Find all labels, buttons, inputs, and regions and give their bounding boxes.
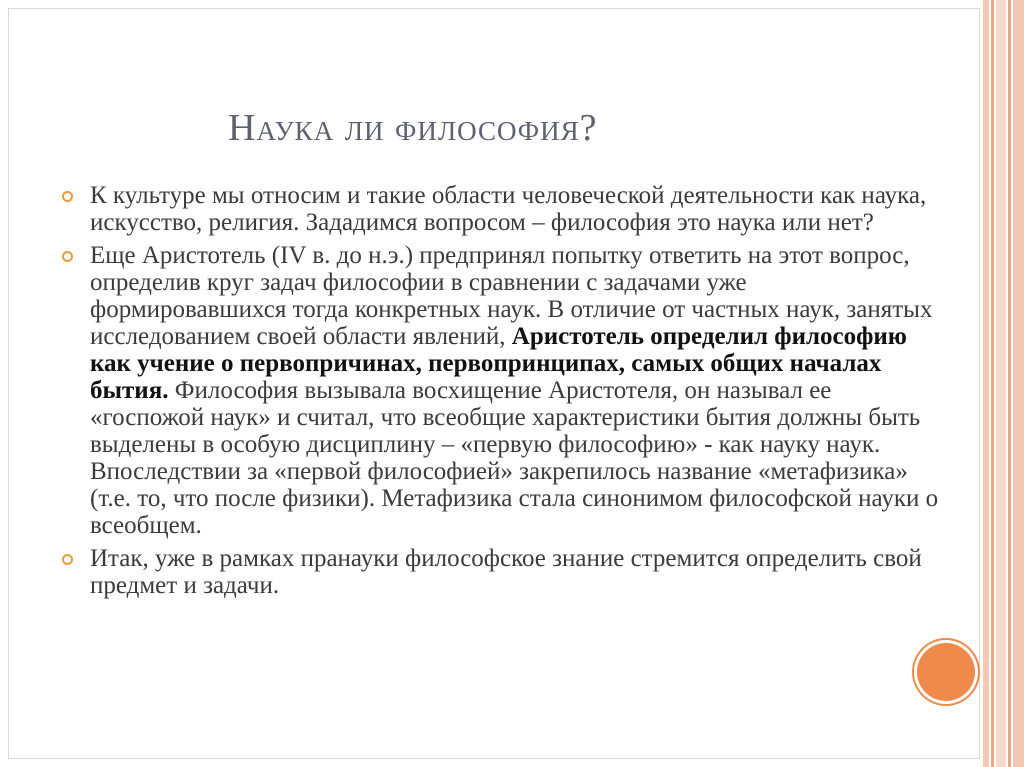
circle-bullet-icon <box>62 251 73 262</box>
paragraph-text <box>90 242 942 539</box>
text-segment: Философия вызывала восхищение Аристотеля, он называл ее «госпожой наук» и считал, что всеобщие характеристики бытия должны быть выделены в особую дисциплину – «первую философию» - как науку наук. Впоследствии за «первой философией» закрепилось название «метафизика» (т.е. то, что после физики). Метафизика стала синонимом философской науки о всеобщем. <box>90 377 939 539</box>
decorative-stripe <box>983 0 989 767</box>
paragraph-text: Итак, уже в рамках пранауки философское знание стремится определить свой предмет и задачи. <box>90 545 922 599</box>
decorative-stripe <box>1013 0 1024 767</box>
bold-definition: Аристотель определил философию как учение о первопричинах, первопринципах, самых общих началах бытия. <box>90 323 907 404</box>
circle-bullet-icon <box>62 191 73 202</box>
paragraph-text: К культуре мы относим и такие области человеческой деятельности как наука, искусство, религия. Зададимся вопросом – философия это наука или нет? <box>90 182 927 236</box>
decorative-stripe <box>996 0 1006 767</box>
list-item <box>62 545 942 599</box>
circle-bullet-icon <box>62 554 73 565</box>
list-item <box>62 182 942 236</box>
decorative-circle <box>917 643 975 701</box>
decorative-stripe <box>991 0 994 767</box>
slide-title: Наука ли философия? <box>228 107 598 149</box>
decorative-stripe <box>1008 0 1011 767</box>
bullet-list <box>62 182 942 605</box>
text-segment: Еще Аристотель (IV в. до н.э.) предпринял попытку ответить на этот вопрос, определив круг задач философии в сравнении с задачами уже формировавшихся тогда конкретных наук. В отличие от частных наук, занятых исследованием своей области явлений, <box>90 242 933 350</box>
list-item <box>62 242 942 539</box>
